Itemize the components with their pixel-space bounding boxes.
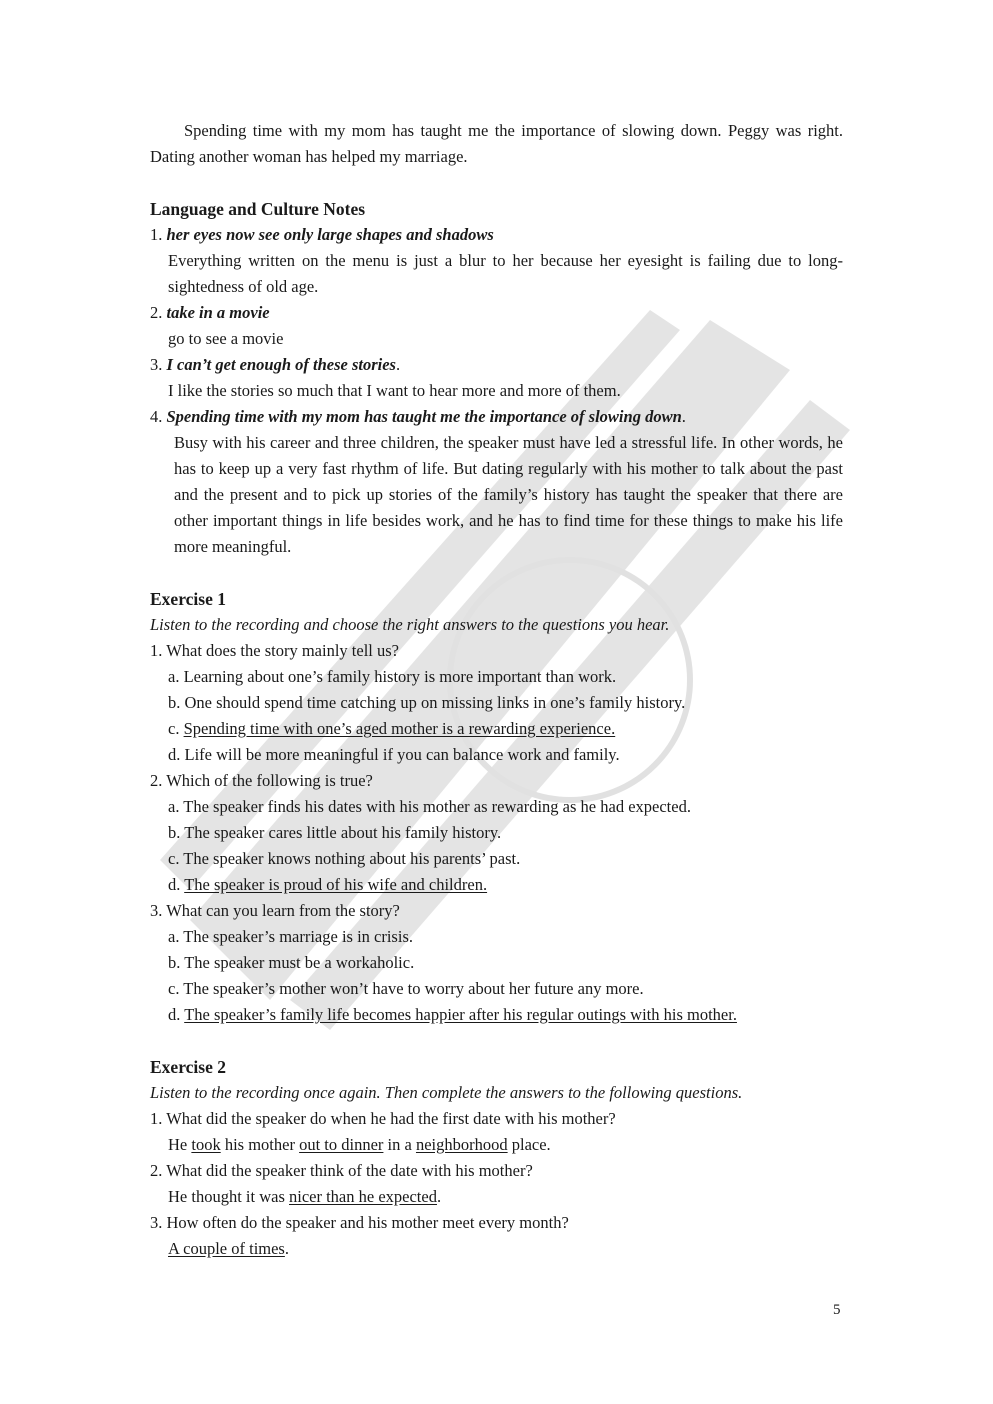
page-number: 5 <box>833 1302 841 1318</box>
ex1-q3-option-a: a. The speaker’s marriage is in crisis. <box>168 927 413 946</box>
note-2-title: 2. take in a movie <box>150 303 270 322</box>
note-3-body: I like the stories so much that I want to hear more and more of them. <box>168 381 621 400</box>
intro-paragraph: Spending time with my mom has taught me the importance of slowing down. Peggy was right. Dating another woman has helped my marriage. <box>150 121 843 166</box>
ex1-q1-option-b: b. One should spend time catching up on missing links in one’s family history. <box>168 693 686 712</box>
ex1-q2-option-d-answer: d. The speaker is proud of his wife and children. <box>168 875 488 894</box>
ex1-question-1: 1. What does the story mainly tell us? <box>150 641 399 660</box>
note-1-body: Everything written on the menu is just a blur to her because her eyesight is failing due to long-sightedness of old age. <box>168 251 843 296</box>
exercise-1-instruction: Listen to the recording and choose the right answers to the questions you hear. <box>150 615 670 634</box>
exercise-1-heading: Exercise 1 <box>150 589 226 609</box>
ex2-answer-3: A couple of times. <box>168 1239 289 1258</box>
ex1-q3-option-d-answer: d. The speaker’s family life becomes happier after his regular outings with his mother. <box>168 1005 737 1024</box>
ex2-question-3: 3. How often do the speaker and his mother meet every month? <box>150 1213 569 1232</box>
note-1-title: 1. her eyes now see only large shapes and shadows <box>150 225 494 244</box>
notes-heading: Language and Culture Notes <box>150 199 366 219</box>
document-page <box>150 118 843 1262</box>
note-3-title: 3. I can’t get enough of these stories. <box>150 355 401 374</box>
exercise-2-heading: Exercise 2 <box>150 1057 226 1077</box>
ex2-answer-2: He thought it was nicer than he expected. <box>168 1187 442 1206</box>
ex1-q1-option-c-answer: c. Spending time with one’s aged mother is a rewarding experience. <box>168 719 616 738</box>
note-4-title: 4. Spending time with my mom has taught me the importance of slowing down. <box>150 407 686 426</box>
ex1-q3-option-c: c. The speaker’s mother won’t have to worry about her future any more. <box>168 979 644 998</box>
ex1-q1-option-d: d. Life will be more meaningful if you can balance work and family. <box>168 745 620 764</box>
ex1-q2-option-a: a. The speaker finds his dates with his mother as rewarding as he had expected. <box>168 797 691 816</box>
ex1-q2-option-c: c. The speaker knows nothing about his parents’ past. <box>168 849 521 868</box>
note-4-body: Busy with his career and three children, the speaker must have led a stressful life. In other words, he has to keep up a very fast rhythm of life. But dating regularly with his mother to talk about the past and the present and to pick up stories of the family’s history has taught the speaker that there are other important things in life besides work, and he has to find time for these things to make his life more meaningful. <box>174 433 843 556</box>
ex2-question-2: 2. What did the speaker think of the date with his mother? <box>150 1161 533 1180</box>
ex1-q1-option-a: a. Learning about one’s family history is more important than work. <box>168 667 617 686</box>
ex1-q3-option-b: b. The speaker must be a workaholic. <box>168 953 415 972</box>
ex1-question-3: 3. What can you learn from the story? <box>150 901 400 920</box>
ex2-answer-1: He took his mother out to dinner in a neighborhood place. <box>168 1135 551 1154</box>
note-2-body: go to see a movie <box>168 329 284 348</box>
exercise-2-instruction: Listen to the recording once again. Then complete the answers to the following questions. <box>150 1083 743 1102</box>
ex2-question-1: 1. What did the speaker do when he had the first date with his mother? <box>150 1109 616 1128</box>
ex1-question-2: 2. Which of the following is true? <box>150 771 373 790</box>
ex1-q2-option-b: b. The speaker cares little about his family history. <box>168 823 502 842</box>
